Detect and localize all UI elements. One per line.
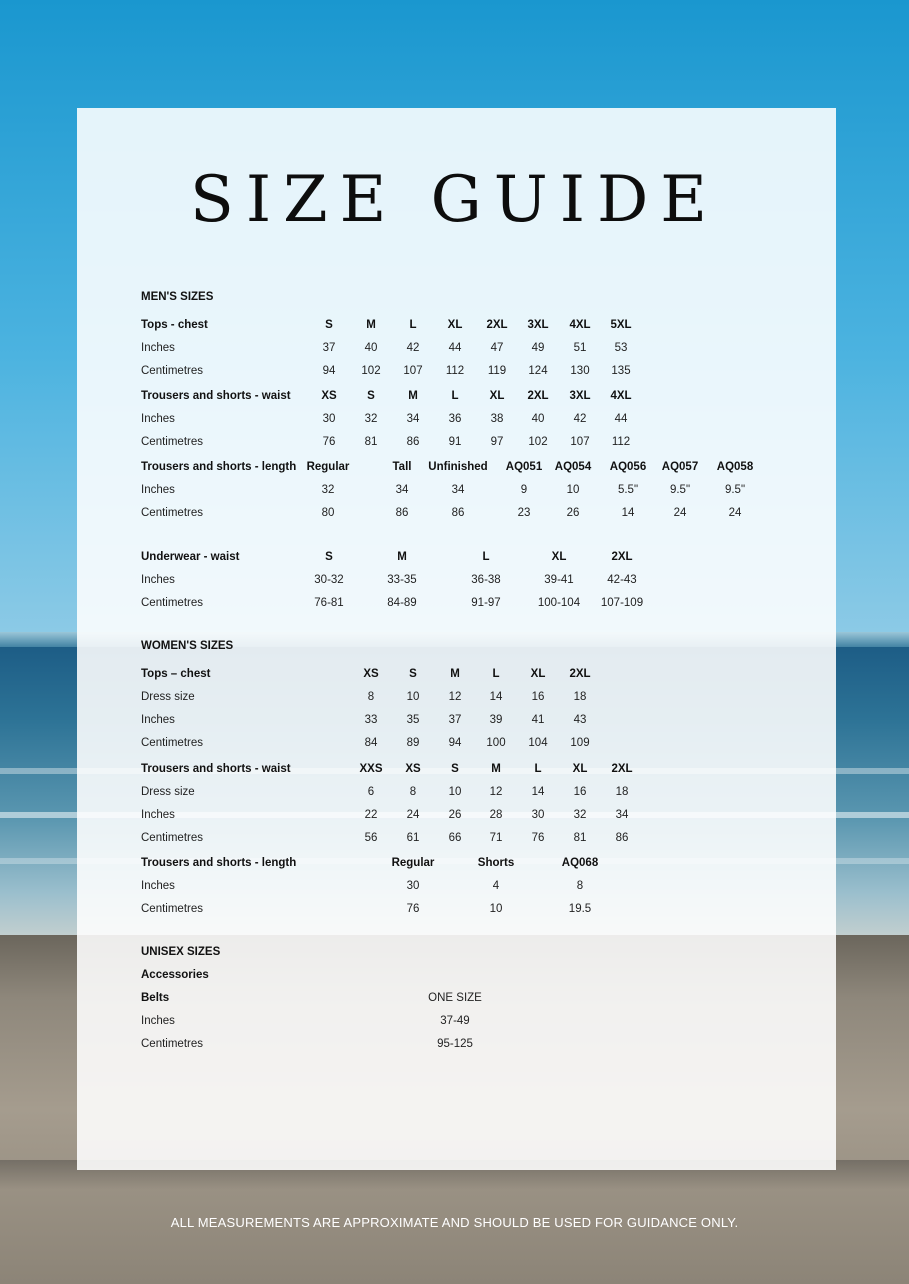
mens-tops-chest-cell: 37 (322, 342, 336, 354)
womens-tops-chest-cell: 39 (489, 714, 503, 726)
womens-tops-chest-cell: 37 (448, 714, 462, 726)
mens-trousers-waist-cell: 40 (531, 413, 545, 425)
mens-trousers-length-cell: 23 (517, 507, 531, 519)
mens-trousers-length-cell: 80 (321, 507, 335, 519)
mens-underwear-waist-size-header: XL (551, 551, 567, 563)
womens-trousers-length-size-header: Regular (391, 857, 435, 869)
footer-disclaimer: ALL MEASUREMENTS ARE APPROXIMATE AND SHOULD BE USED FOR GUIDANCE ONLY. (170, 1215, 739, 1230)
womens-tops-chest-cell: 18 (573, 691, 587, 703)
mens-trousers-waist-size-header: L (451, 390, 459, 402)
mens-trousers-waist-cell: 107 (570, 436, 590, 448)
mens-trousers-length-cell: 32 (321, 484, 335, 496)
womens-trousers-waist-cell: 56 (364, 832, 378, 844)
womens-trousers-length-cell: 8 (576, 880, 584, 892)
mens-tops-chest-size-header: 3XL (527, 319, 549, 331)
mens-trousers-length-cell: 86 (395, 507, 409, 519)
womens-trousers-waist-cell: 76 (531, 832, 545, 844)
belts-label: Belts (141, 992, 170, 1004)
womens-trousers-length-row-label: Centimetres (141, 903, 203, 915)
womens-tops-chest-cell: 10 (406, 691, 420, 703)
mens-tops-chest-cell: 130 (570, 365, 590, 377)
womens-trousers-length-cell: 76 (406, 903, 420, 915)
mens-underwear-waist-cell: 30-32 (314, 574, 344, 586)
womens-tops-chest-cell: 33 (364, 714, 378, 726)
mens-trousers-waist-cell: 97 (490, 436, 504, 448)
mens-trousers-waist-cell: 86 (406, 436, 420, 448)
mens-underwear-waist-size-header: L (482, 551, 490, 563)
womens-tops-chest-size-header: S (409, 668, 417, 680)
mens-sizes-heading: MEN'S SIZES (141, 291, 214, 303)
mens-tops-chest-size-header: 2XL (486, 319, 508, 331)
page-title: SIZE GUIDE (189, 163, 720, 237)
womens-trousers-length-size-header: AQ068 (561, 857, 599, 869)
womens-tops-chest-cell: 84 (364, 737, 378, 749)
womens-trousers-waist-size-header: M (491, 763, 501, 775)
mens-tops-chest-header-label: Tops - chest (141, 319, 208, 331)
womens-trousers-waist-cell: 32 (573, 809, 587, 821)
womens-trousers-waist-cell: 26 (448, 809, 462, 821)
womens-trousers-waist-cell: 10 (448, 786, 462, 798)
mens-underwear-waist-row-label: Centimetres (141, 597, 203, 609)
mens-trousers-length-header-label: Trousers and shorts - length (141, 461, 297, 473)
mens-underwear-waist-size-header: M (397, 551, 407, 563)
mens-underwear-waist-cell: 42-43 (607, 574, 637, 586)
mens-trousers-waist-cell: 38 (490, 413, 504, 425)
womens-tops-chest-size-header: M (450, 668, 460, 680)
womens-trousers-waist-size-header: XS (405, 763, 421, 775)
womens-trousers-waist-cell: 30 (531, 809, 545, 821)
womens-trousers-waist-cell: 22 (364, 809, 378, 821)
womens-trousers-waist-cell: 18 (615, 786, 629, 798)
mens-trousers-length-size-header: AQ054 (554, 461, 592, 473)
mens-tops-chest-cell: 119 (487, 365, 507, 377)
belts-cell: 95-125 (437, 1038, 473, 1050)
womens-trousers-length-cell: 19.5 (568, 903, 592, 915)
womens-tops-chest-cell: 14 (489, 691, 503, 703)
mens-trousers-length-size-header: AQ057 (661, 461, 699, 473)
womens-trousers-length-row-label: Inches (141, 880, 175, 892)
womens-trousers-waist-header-label: Trousers and shorts - waist (141, 763, 291, 775)
womens-tops-chest-cell: 16 (531, 691, 545, 703)
womens-trousers-waist-row-label: Dress size (141, 786, 195, 798)
mens-underwear-waist-cell: 100-104 (537, 597, 581, 609)
mens-underwear-waist-size-header: S (325, 551, 333, 563)
womens-tops-chest-cell: 100 (486, 737, 506, 749)
womens-trousers-length-cell: 10 (489, 903, 503, 915)
womens-tops-chest-cell: 94 (448, 737, 462, 749)
mens-trousers-length-size-header: AQ051 (505, 461, 543, 473)
womens-tops-chest-cell: 35 (406, 714, 420, 726)
mens-underwear-waist-cell: 107-109 (600, 597, 644, 609)
womens-trousers-waist-cell: 28 (489, 809, 503, 821)
mens-tops-chest-size-header: 5XL (610, 319, 632, 331)
mens-trousers-length-size-header: Tall (392, 461, 412, 473)
mens-trousers-length-cell: 5.5" (617, 484, 639, 496)
mens-tops-chest-row-label: Inches (141, 342, 175, 354)
womens-trousers-length-cell: 4 (492, 880, 500, 892)
womens-trousers-waist-cell: 6 (367, 786, 375, 798)
belts-row-label: Centimetres (141, 1038, 203, 1050)
mens-trousers-waist-size-header: S (367, 390, 375, 402)
mens-trousers-waist-cell: 42 (573, 413, 587, 425)
mens-tops-chest-size-header: S (325, 319, 333, 331)
womens-trousers-waist-row-label: Centimetres (141, 832, 203, 844)
mens-trousers-length-cell: 24 (728, 507, 742, 519)
mens-tops-chest-cell: 107 (403, 365, 423, 377)
mens-trousers-waist-header-label: Trousers and shorts - waist (141, 390, 291, 402)
womens-trousers-waist-cell: 66 (448, 832, 462, 844)
mens-tops-chest-cell: 47 (490, 342, 504, 354)
mens-tops-chest-cell: 40 (364, 342, 378, 354)
mens-trousers-waist-row-label: Inches (141, 413, 175, 425)
mens-underwear-waist-cell: 36-38 (471, 574, 501, 586)
mens-tops-chest-cell: 42 (406, 342, 420, 354)
womens-trousers-length-size-header: Shorts (477, 857, 515, 869)
womens-trousers-waist-size-header: L (534, 763, 542, 775)
mens-tops-chest-size-header: XL (447, 319, 463, 331)
mens-trousers-length-size-header: AQ056 (609, 461, 647, 473)
mens-trousers-waist-size-header: 3XL (569, 390, 591, 402)
mens-trousers-length-cell: 24 (673, 507, 687, 519)
mens-trousers-length-cell: 9.5" (724, 484, 746, 496)
mens-trousers-waist-cell: 102 (528, 436, 548, 448)
mens-tops-chest-cell: 49 (531, 342, 545, 354)
belts-row-label: Inches (141, 1015, 175, 1027)
mens-trousers-length-cell: 9.5" (669, 484, 691, 496)
mens-tops-chest-cell: 94 (322, 365, 336, 377)
womens-trousers-waist-cell: 12 (489, 786, 503, 798)
womens-trousers-length-header-label: Trousers and shorts - length (141, 857, 297, 869)
mens-trousers-waist-size-header: XL (489, 390, 505, 402)
mens-trousers-waist-size-header: XS (321, 390, 337, 402)
womens-tops-chest-size-header: L (492, 668, 500, 680)
mens-trousers-waist-size-header: 4XL (610, 390, 632, 402)
mens-trousers-length-cell: 34 (451, 484, 465, 496)
mens-tops-chest-cell: 44 (448, 342, 462, 354)
womens-tops-chest-cell: 89 (406, 737, 420, 749)
belts-size: ONE SIZE (428, 992, 482, 1004)
mens-trousers-waist-cell: 36 (448, 413, 462, 425)
mens-trousers-length-size-header: AQ058 (716, 461, 754, 473)
womens-trousers-waist-cell: 71 (489, 832, 503, 844)
mens-tops-chest-row-label: Centimetres (141, 365, 203, 377)
mens-underwear-waist-cell: 33-35 (387, 574, 417, 586)
mens-trousers-waist-cell: 34 (406, 413, 420, 425)
mens-trousers-waist-cell: 81 (364, 436, 378, 448)
womens-trousers-waist-cell: 16 (573, 786, 587, 798)
mens-trousers-waist-cell: 112 (611, 436, 631, 448)
womens-trousers-length-cell: 30 (406, 880, 420, 892)
womens-tops-chest-size-header: XS (363, 668, 379, 680)
mens-trousers-length-row-label: Inches (141, 484, 175, 496)
womens-tops-chest-row-label: Inches (141, 714, 175, 726)
womens-sizes-heading: WOMEN'S SIZES (141, 640, 234, 652)
mens-trousers-waist-row-label: Centimetres (141, 436, 203, 448)
mens-trousers-length-cell: 34 (395, 484, 409, 496)
womens-tops-chest-header-label: Tops – chest (141, 668, 211, 680)
mens-underwear-waist-cell: 91-97 (471, 597, 501, 609)
mens-trousers-length-cell: 9 (520, 484, 528, 496)
womens-tops-chest-cell: 109 (570, 737, 590, 749)
womens-trousers-waist-cell: 8 (409, 786, 417, 798)
womens-tops-chest-cell: 104 (528, 737, 548, 749)
accessories-heading: Accessories (141, 969, 209, 981)
mens-trousers-waist-cell: 76 (322, 436, 336, 448)
mens-trousers-waist-cell: 32 (364, 413, 378, 425)
womens-trousers-waist-size-header: XL (572, 763, 588, 775)
mens-underwear-waist-row-label: Inches (141, 574, 175, 586)
mens-trousers-waist-size-header: M (408, 390, 418, 402)
mens-tops-chest-cell: 53 (614, 342, 628, 354)
mens-trousers-waist-cell: 91 (448, 436, 462, 448)
womens-trousers-waist-cell: 61 (406, 832, 420, 844)
mens-trousers-length-cell: 10 (566, 484, 580, 496)
womens-tops-chest-cell: 41 (531, 714, 545, 726)
womens-tops-chest-size-header: 2XL (569, 668, 591, 680)
womens-trousers-waist-cell: 81 (573, 832, 587, 844)
womens-tops-chest-cell: 12 (448, 691, 462, 703)
womens-trousers-waist-size-header: S (451, 763, 459, 775)
mens-trousers-waist-cell: 30 (322, 413, 336, 425)
mens-trousers-length-cell: 14 (621, 507, 635, 519)
womens-trousers-waist-cell: 34 (615, 809, 629, 821)
mens-tops-chest-size-header: L (409, 319, 417, 331)
mens-underwear-waist-header-label: Underwear - waist (141, 551, 240, 563)
mens-tops-chest-cell: 124 (528, 365, 548, 377)
womens-trousers-waist-cell: 14 (531, 786, 545, 798)
womens-trousers-waist-size-header: XXS (359, 763, 383, 775)
size-guide-panel (77, 108, 836, 1170)
mens-trousers-length-cell: 86 (451, 507, 465, 519)
mens-tops-chest-cell: 112 (445, 365, 465, 377)
womens-tops-chest-cell: 43 (573, 714, 587, 726)
mens-trousers-waist-cell: 44 (614, 413, 628, 425)
unisex-sizes-heading: UNISEX SIZES (141, 946, 221, 958)
mens-tops-chest-cell: 51 (573, 342, 587, 354)
womens-tops-chest-size-header: XL (530, 668, 546, 680)
womens-trousers-waist-cell: 24 (406, 809, 420, 821)
mens-trousers-waist-size-header: 2XL (527, 390, 549, 402)
mens-tops-chest-cell: 102 (361, 365, 381, 377)
mens-underwear-waist-cell: 84-89 (387, 597, 417, 609)
mens-underwear-waist-size-header: 2XL (611, 551, 633, 563)
mens-trousers-length-size-header: Regular (306, 461, 350, 473)
womens-trousers-waist-row-label: Inches (141, 809, 175, 821)
belts-cell: 37-49 (440, 1015, 470, 1027)
mens-tops-chest-size-header: M (366, 319, 376, 331)
mens-underwear-waist-cell: 76-81 (314, 597, 344, 609)
mens-tops-chest-cell: 135 (611, 365, 631, 377)
womens-tops-chest-row-label: Centimetres (141, 737, 203, 749)
mens-trousers-length-size-header: Unfinished (428, 461, 488, 473)
mens-underwear-waist-cell: 39-41 (544, 574, 574, 586)
womens-trousers-waist-size-header: 2XL (611, 763, 633, 775)
womens-tops-chest-row-label: Dress size (141, 691, 195, 703)
womens-tops-chest-cell: 8 (367, 691, 375, 703)
womens-trousers-waist-cell: 86 (615, 832, 629, 844)
mens-trousers-length-row-label: Centimetres (141, 507, 203, 519)
mens-trousers-length-cell: 26 (566, 507, 580, 519)
mens-tops-chest-size-header: 4XL (569, 319, 591, 331)
